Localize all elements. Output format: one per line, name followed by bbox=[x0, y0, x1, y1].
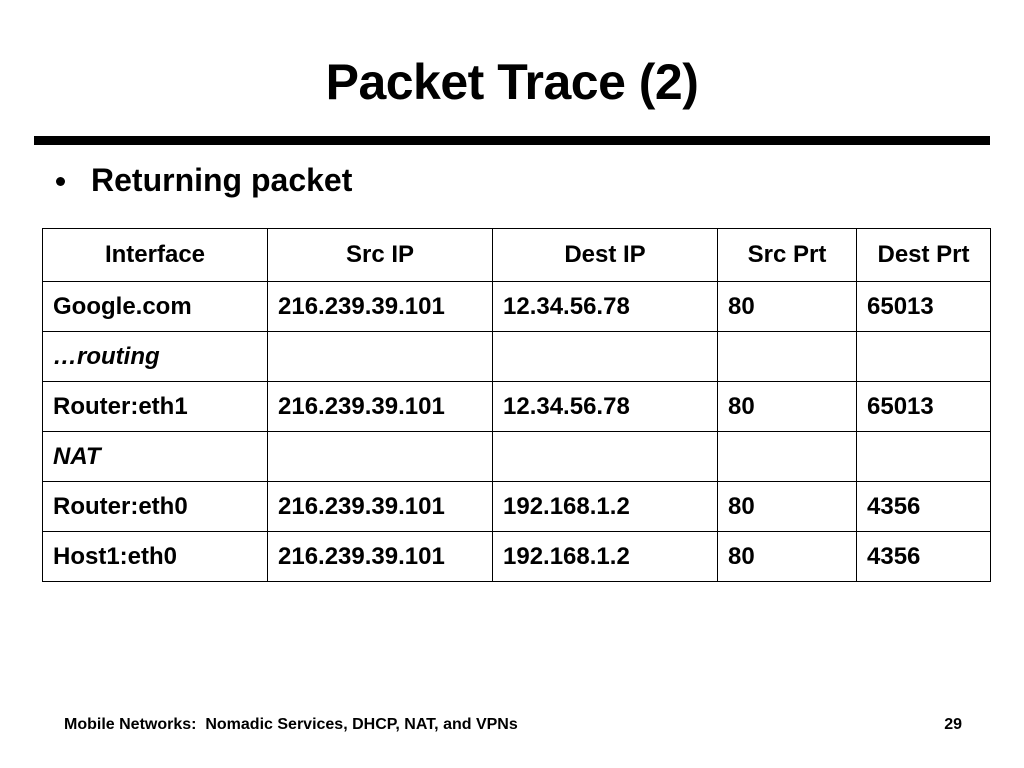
cell-interface: NAT bbox=[43, 432, 268, 482]
cell-interface: …routing bbox=[43, 332, 268, 382]
cell-src-ip bbox=[268, 332, 493, 382]
cell-src-ip: 216.239.39.101 bbox=[268, 282, 493, 332]
cell-src-prt: 80 bbox=[718, 532, 857, 582]
cell-src-prt: 80 bbox=[718, 282, 857, 332]
cell-src-prt bbox=[718, 432, 857, 482]
cell-src-ip: 216.239.39.101 bbox=[268, 382, 493, 432]
footer-text: Mobile Networks: Nomadic Services, DHCP, NAT, and VPNs bbox=[64, 716, 518, 733]
header-src-prt: Src Prt bbox=[718, 229, 857, 282]
cell-src-ip: 216.239.39.101 bbox=[268, 532, 493, 582]
title-divider bbox=[34, 136, 990, 145]
header-src-ip: Src IP bbox=[268, 229, 493, 282]
cell-src-prt: 80 bbox=[718, 482, 857, 532]
bullet-item bbox=[56, 158, 352, 202]
packet-trace-table bbox=[42, 228, 991, 582]
header-interface: Interface bbox=[43, 229, 268, 282]
cell-dest-ip: 192.168.1.2 bbox=[493, 532, 718, 582]
cell-dest-ip: 12.34.56.78 bbox=[493, 282, 718, 332]
cell-dest-ip bbox=[493, 432, 718, 482]
cell-dest-prt: 4356 bbox=[857, 532, 991, 582]
cell-interface: Google.com bbox=[43, 282, 268, 332]
table-row bbox=[43, 432, 991, 482]
cell-dest-ip: 12.34.56.78 bbox=[493, 382, 718, 432]
cell-dest-prt: 4356 bbox=[857, 482, 991, 532]
page-number: 29 bbox=[944, 716, 962, 733]
bullet-text: Returning packet bbox=[91, 161, 353, 198]
table-header-row bbox=[43, 229, 991, 282]
cell-interface: Host1:eth0 bbox=[43, 532, 268, 582]
table-row bbox=[43, 332, 991, 382]
cell-dest-prt: 65013 bbox=[857, 382, 991, 432]
cell-dest-prt bbox=[857, 332, 991, 382]
cell-interface: Router:eth1 bbox=[43, 382, 268, 432]
cell-dest-ip bbox=[493, 332, 718, 382]
cell-dest-prt: 65013 bbox=[857, 282, 991, 332]
cell-dest-prt bbox=[857, 432, 991, 482]
cell-interface: Router:eth0 bbox=[43, 482, 268, 532]
header-dest-prt: Dest Prt bbox=[857, 229, 991, 282]
table-row bbox=[43, 482, 991, 532]
slide-title: Packet Trace (2) bbox=[325, 54, 699, 110]
cell-src-prt: 80 bbox=[718, 382, 857, 432]
cell-src-prt bbox=[718, 332, 857, 382]
header-dest-ip: Dest IP bbox=[493, 229, 718, 282]
table-row bbox=[43, 532, 991, 582]
table-row bbox=[43, 282, 991, 332]
cell-dest-ip: 192.168.1.2 bbox=[493, 482, 718, 532]
cell-src-ip: 216.239.39.101 bbox=[268, 482, 493, 532]
bullet-dot-icon bbox=[56, 177, 65, 186]
table-row bbox=[43, 382, 991, 432]
cell-src-ip bbox=[268, 432, 493, 482]
